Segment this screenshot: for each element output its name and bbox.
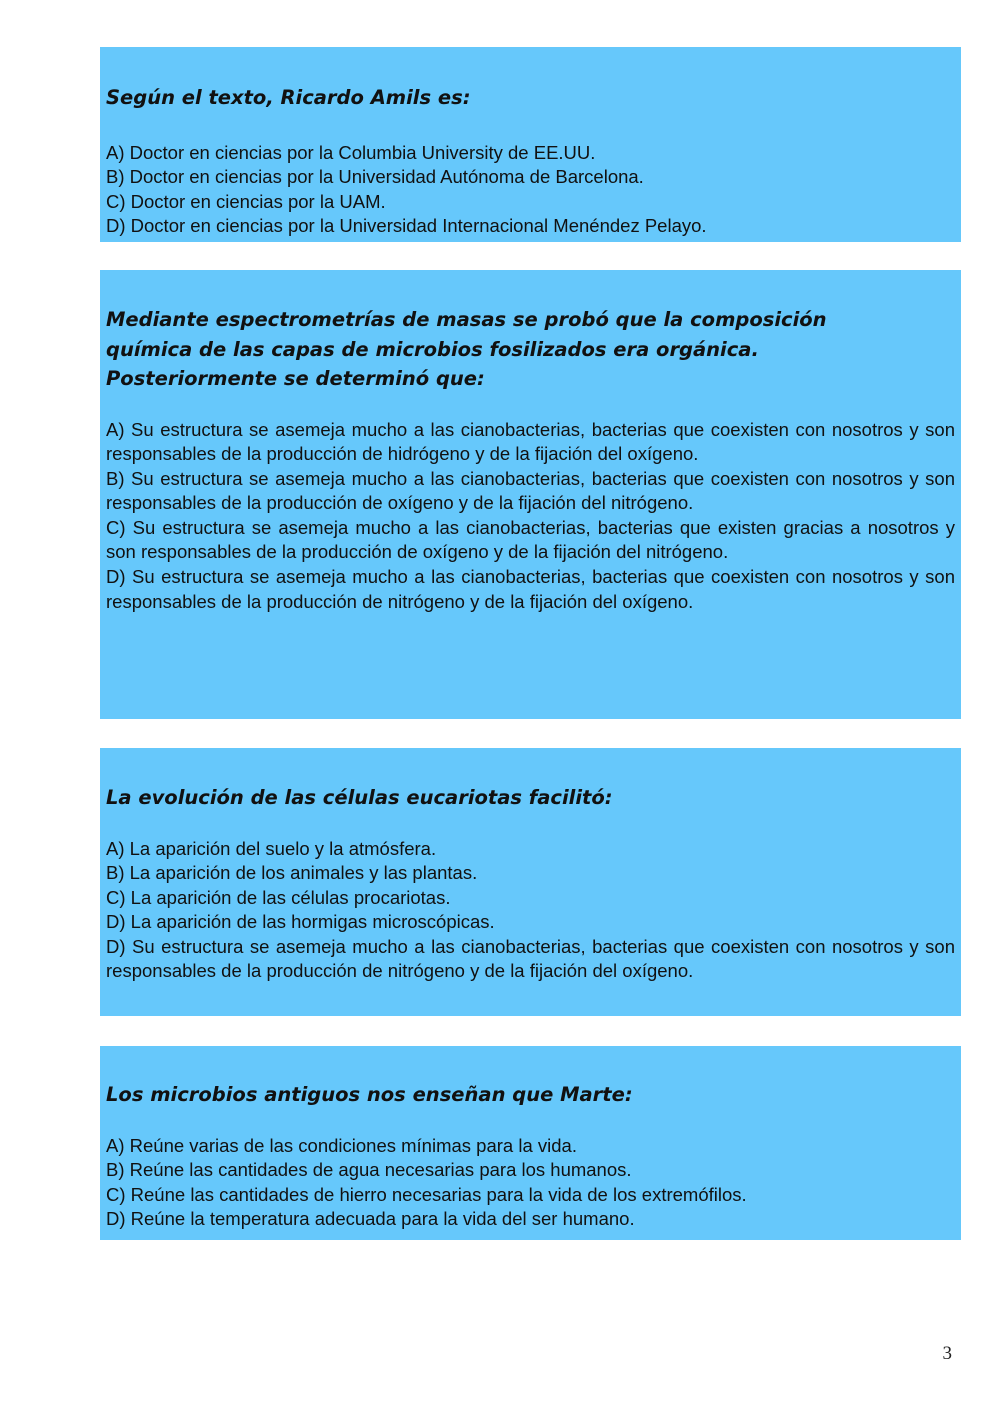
question-box-1: [100, 47, 961, 242]
option-list: [106, 418, 955, 615]
option-b[interactable]: B) Reúne las cantidades de agua necesarias para los humanos.: [106, 1159, 632, 1181]
question-title: Según el texto, Ricardo Amils es:: [106, 86, 471, 109]
page-number: 3: [942, 1343, 952, 1364]
option-list: [106, 837, 955, 985]
option-b[interactable]: B) La aparición de los animales y las plantas.: [106, 862, 478, 884]
question-title: La evolución de las células eucariotas facilitó:: [106, 786, 613, 809]
question-box-3: [100, 748, 961, 1016]
option-d[interactable]: D) Doctor en ciencias por la Universidad Internacional Menéndez Pelayo.: [106, 215, 707, 237]
option-c[interactable]: C) La aparición de las células procariotas.: [106, 886, 451, 908]
option-a[interactable]: A) Doctor en ciencias por la Columbia University de EE.UU.: [106, 141, 596, 163]
question-box-2: [100, 270, 961, 719]
option-b[interactable]: B) Su estructura se asemeja mucho a las cianobacterias, bacterias que coexisten con nosotros y son responsables de la producción de oxígeno y de la fijación del nitrógeno.: [106, 467, 955, 514]
option-list: [106, 1134, 955, 1232]
question-title: Mediante espectrometrías de masas se probó que la composición química de las capas de microbios fosilizados era orgánica. Posteriormente se determinó que:: [106, 308, 827, 390]
option-d[interactable]: D) Su estructura se asemeja mucho a las cianobacterias, bacterias que coexisten con nosotros y son responsables de la producción de nitrógeno y de la fijación del oxígeno.: [106, 566, 955, 612]
question-title: Los microbios antiguos nos enseñan que Marte:: [106, 1083, 633, 1106]
option-list: [106, 141, 955, 239]
option-a[interactable]: A) La aparición del suelo y la atmósfera.: [106, 837, 437, 859]
option-a[interactable]: A) Su estructura se asemeja mucho a las cianobacterias, bacterias que coexisten con nosotros y son responsables de la producción de hidrógeno y de la fijación del oxígeno.: [106, 418, 955, 465]
option-d[interactable]: D) Reúne la temperatura adecuada para la vida del ser humano.: [106, 1208, 635, 1230]
option-c[interactable]: C) Doctor en ciencias por la UAM.: [106, 190, 386, 212]
option-c[interactable]: C) Reúne las cantidades de hierro necesarias para la vida de los extremófilos.: [106, 1183, 747, 1205]
question-box-4: [100, 1046, 961, 1240]
option-d[interactable]: D) La aparición de las hormigas microscópicas.: [106, 911, 495, 933]
option-c[interactable]: C) Su estructura se asemeja mucho a las cianobacterias, bacterias que existen gracias a nosotros y son responsables de la producción de oxígeno y de la fijación del nitrógeno.: [106, 516, 955, 563]
option-b[interactable]: B) Doctor en ciencias por la Universidad Autónoma de Barcelona.: [106, 166, 644, 188]
option-d-extra[interactable]: D) Su estructura se asemeja mucho a las cianobacterias, bacterias que coexisten con nosotros y son responsables de la producción de nitrógeno y de la fijación del oxígeno.: [106, 935, 955, 982]
option-a[interactable]: A) Reúne varias de las condiciones mínimas para la vida.: [106, 1134, 577, 1156]
